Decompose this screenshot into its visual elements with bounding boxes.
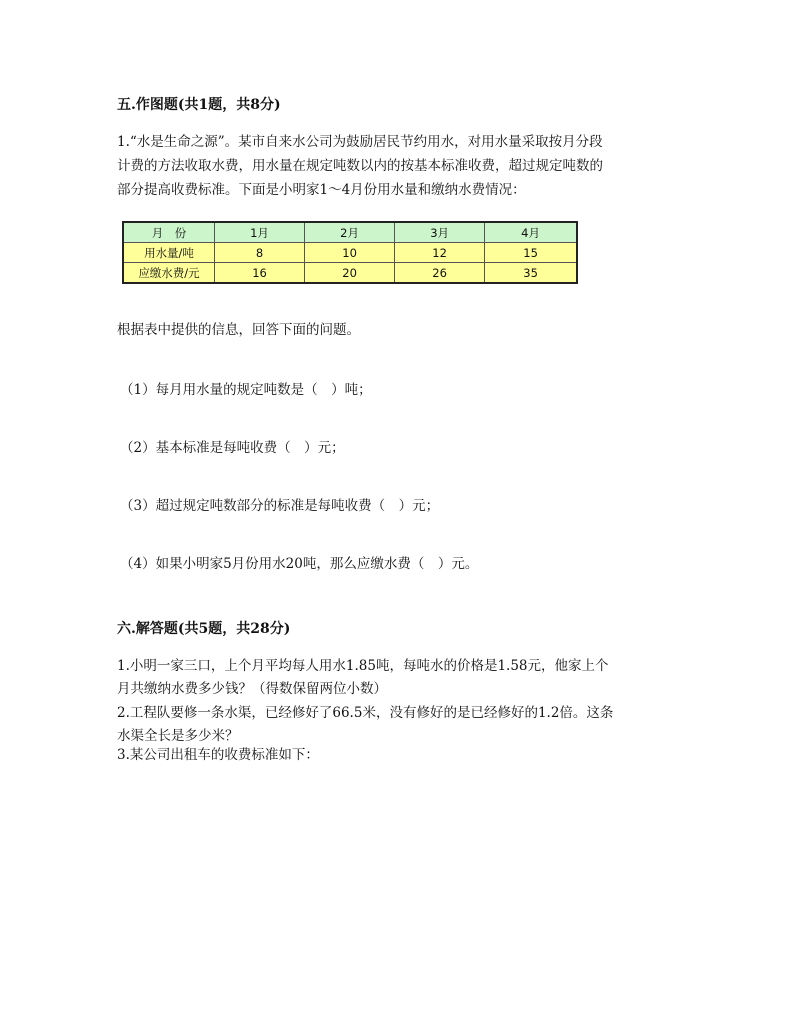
question1-line: 部分提高收费标准。下面是小明家1～4月份用水量和缴纳水费情况： — [117, 182, 526, 198]
subquestion-4: （4）如果小明家5月份用水20吨，那么应缴水费（ ）元。 — [120, 556, 479, 572]
water-fee-table — [122, 221, 578, 284]
subquestion-1: （1）每月用水量的规定吨数是（ ）吨； — [120, 382, 372, 398]
subquestion-2: （2）基本标准是每吨收费（ ）元； — [120, 440, 345, 456]
table-cell: 8 — [215, 243, 305, 263]
table-header-cell: 1月 — [215, 222, 305, 243]
table-row — [123, 263, 577, 284]
table-cell: 用水量/吨 — [123, 243, 215, 263]
table-header-cell: 4月 — [485, 222, 577, 243]
table-header-cell: 3月 — [395, 222, 485, 243]
table-prompt: 根据表中提供的信息，回答下面的问题。 — [117, 322, 360, 338]
section6-line: 2.工程队要修一条水渠，已经修好了66.5米，没有修好的是已经修好的1.2倍。这条 — [117, 705, 614, 721]
section6-line: 1.小明一家三口，上个月平均每人用水1.85吨，每吨水的价格是1.58元，他家上个 — [117, 658, 609, 674]
subquestion-3: （3）超过规定吨数部分的标准是每吨收费（ ）元； — [120, 498, 440, 514]
question1-line: 计费的方法收取水费，用水量在规定吨数以内的按基本标准收费，超过规定吨数的 — [117, 158, 603, 174]
table-cell: 15 — [485, 243, 577, 263]
table-cell: 12 — [395, 243, 485, 263]
table-cell: 26 — [395, 263, 485, 284]
table-cell: 应缴水费/元 — [123, 263, 215, 284]
section6-heading: 六.解答题(共5题，共28分) — [117, 621, 291, 637]
table-cell: 16 — [215, 263, 305, 284]
section6-line: 水渠全长是多少米？ — [117, 728, 239, 744]
table-row — [123, 243, 577, 263]
question1-line: 1.“水是生命之源”。某市自来水公司为鼓励居民节约用水，对用水量采取按月分段 — [117, 134, 603, 150]
section6-line: 3.某公司出租车的收费标准如下： — [117, 747, 319, 763]
table-header-cell: 2月 — [305, 222, 395, 243]
section6-line: 月共缴纳水费多少钱？（得数保留两位小数） — [117, 681, 387, 697]
table-header-cell: 月 份 — [123, 222, 215, 243]
table-cell: 35 — [485, 263, 577, 284]
section5-heading: 五.作图题(共1题，共8分) — [117, 97, 281, 113]
table-cell: 10 — [305, 243, 395, 263]
table-header-row — [123, 222, 577, 243]
table-cell: 20 — [305, 263, 395, 284]
